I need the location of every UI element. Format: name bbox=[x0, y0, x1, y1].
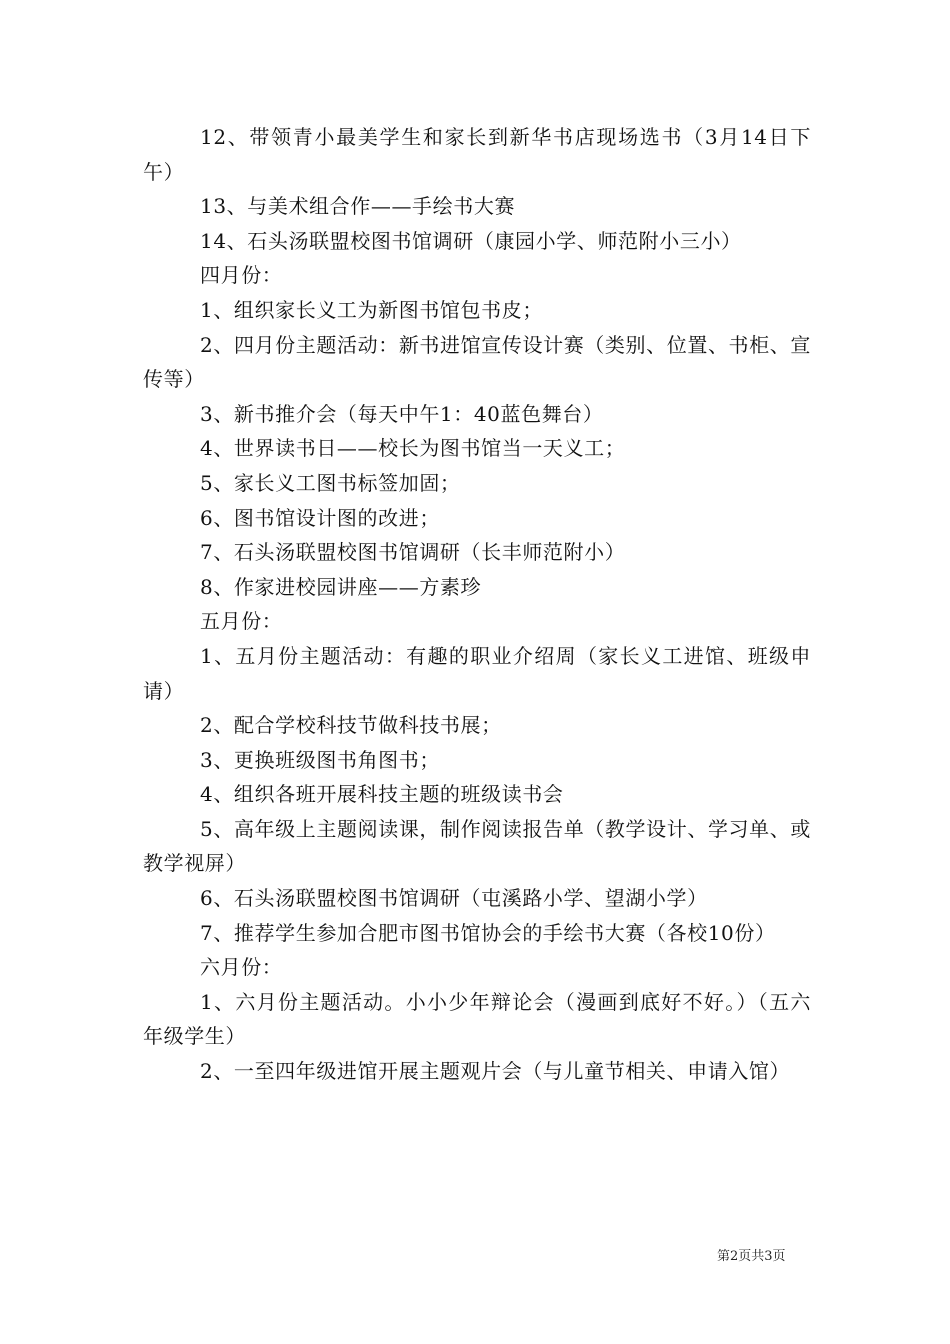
june-item-1: 1、六月份主题活动。小小少年辩论会（漫画到底好不好。）（五六年级学生） bbox=[143, 989, 811, 1049]
april-item-7: 7、石头汤联盟校图书馆调研（长丰师范附小） bbox=[200, 540, 626, 565]
april-item-8: 8、作家进校园讲座——方素珍 bbox=[200, 574, 482, 599]
month-heading-april: 四月份： bbox=[200, 263, 283, 288]
april-item-1: 1、组织家长义工为新图书馆包书皮； bbox=[200, 297, 543, 322]
april-item-5: 5、家长义工图书标签加固； bbox=[200, 470, 461, 495]
april-item-4: 4、世界读书日——校长为图书馆当一天义工； bbox=[200, 436, 626, 461]
may-item-7: 7、推荐学生参加合肥市图书馆协会的手绘书大赛（各校10份） bbox=[200, 920, 776, 945]
april-item-3: 3、新书推介会（每天中午1：40蓝色舞台） bbox=[200, 401, 604, 426]
paragraph-item-13: 13、与美术组合作——手绘书大赛 bbox=[200, 194, 516, 219]
june-item-2: 2、一至四年级进馆开展主题观片会（与儿童节相关、申请入馆） bbox=[200, 1059, 791, 1084]
month-heading-may: 五月份： bbox=[200, 609, 283, 634]
may-item-5: 5、高年级上主题阅读课，制作阅读报告单（教学设计、学习单、或教学视屏） bbox=[143, 816, 811, 876]
april-item-2: 2、四月份主题活动：新书进馆宣传设计赛（类别、位置、书柜、宣传等） bbox=[143, 332, 811, 392]
may-item-1: 1、五月份主题活动：有趣的职业介绍周（家长义工进馆、班级申请） bbox=[143, 643, 811, 703]
paragraph-item-14: 14、石头汤联盟校图书馆调研（康园小学、师范附小三小） bbox=[200, 228, 742, 253]
may-item-3: 3、更换班级图书角图书； bbox=[200, 747, 440, 772]
page-number-footer: 第2页共3页 bbox=[717, 1249, 786, 1264]
may-item-6: 6、石头汤联盟校图书馆调研（屯溪路小学、望湖小学） bbox=[200, 886, 708, 911]
month-heading-june: 六月份： bbox=[200, 955, 283, 980]
may-item-2: 2、配合学校科技节做科技书展； bbox=[200, 713, 502, 738]
paragraph-item-12: 12、带领青小最美学生和家长到新华书店现场选书（3月14日下午） bbox=[143, 125, 811, 184]
april-item-6: 6、图书馆设计图的改进； bbox=[200, 505, 440, 530]
document-body bbox=[143, 120, 811, 1089]
may-item-4: 4、组织各班开展科技主题的班级读书会 bbox=[200, 782, 564, 807]
